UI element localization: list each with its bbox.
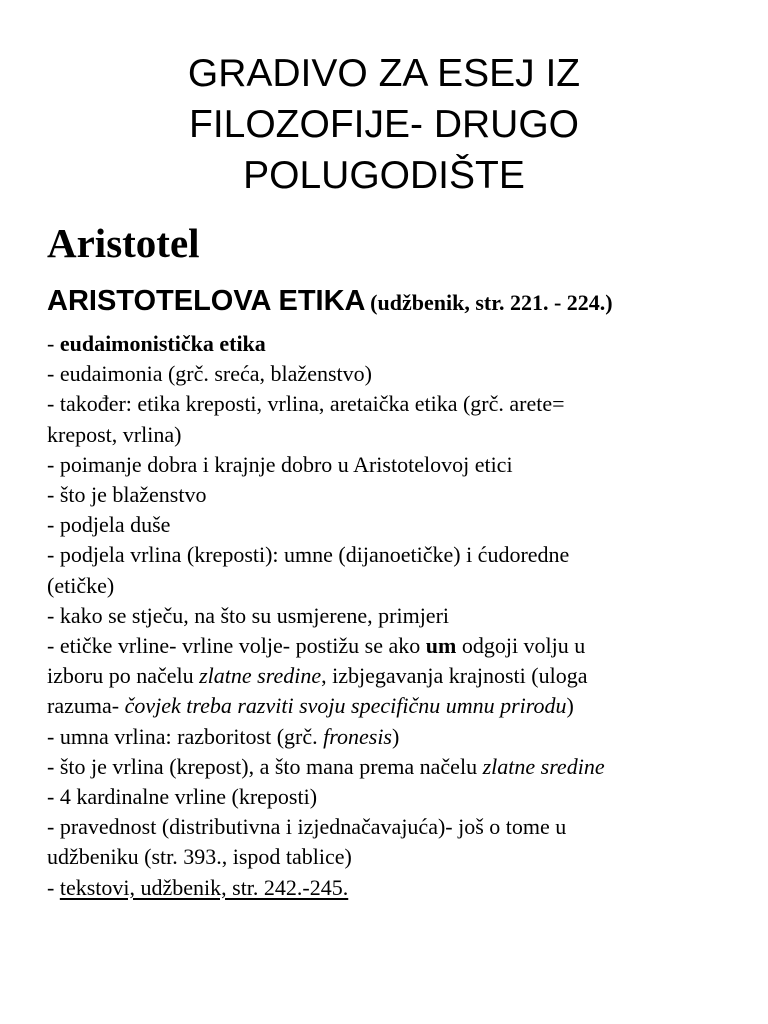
list-item [47, 812, 747, 872]
section-reference: (udžbenik, str. 221. - 224.) [370, 290, 613, 315]
list-item [47, 389, 747, 449]
bullet-line-1: - pravednost (distributivna i izjednačavajuća)- još o tome u [47, 814, 567, 840]
bullet-text: ) [392, 723, 400, 749]
list-item: - podjela duše [47, 512, 171, 538]
list-item [47, 329, 747, 359]
bullet-text-italic: zlatne sredine [482, 753, 605, 779]
bullet-text: izboru po načelu [47, 663, 200, 689]
list-item [47, 722, 747, 752]
bullet-text: , izbjegavanja krajnosti (uloga [321, 663, 588, 689]
list-item: - kako se stječu, na što su usmjerene, primjeri [47, 602, 450, 628]
topic-list [47, 329, 747, 903]
list-item: - što je blaženstvo [47, 482, 207, 508]
list-item [47, 540, 747, 600]
title-line-2: FILOZOFIJE- DRUGO [189, 103, 579, 146]
author-heading: Aristotel [47, 220, 200, 266]
list-item [47, 752, 747, 782]
bullet-dash: - [47, 874, 60, 900]
bullet-line-2: (etičke) [47, 572, 115, 598]
bullet-text-bold: um [425, 633, 457, 659]
bullet-text: odgoji volju u [456, 633, 586, 659]
textbook-link[interactable]: tekstovi, udžbenik, str. 242.-245. [59, 874, 349, 900]
bullet-line-1 [47, 631, 747, 661]
bullet-line-2 [47, 661, 747, 691]
bullet-line-3 [47, 691, 747, 721]
bullet-text-italic: fronesis [323, 723, 392, 749]
title-line-1: GRADIVO ZA ESEJ IZ [187, 52, 581, 95]
list-item [47, 631, 747, 722]
section-heading [47, 281, 613, 325]
bullet-text: - etičke vrline- vrline volje- postižu se ako [47, 633, 426, 659]
list-item: - poimanje dobra i krajnje dobro u Aristotelovoj etici [47, 451, 513, 477]
list-item [47, 873, 747, 903]
bullet-text-italic: čovjek treba razviti svoju specifičnu umnu prirodu [124, 693, 567, 719]
bullet-text: razuma- [47, 693, 125, 719]
bullet-line-2: udžbeniku (str. 393., ispod tablice) [47, 844, 352, 870]
bullet-text-italic: zlatne sredine [199, 663, 322, 689]
bullet-text: ) [566, 693, 574, 719]
bullet-line-1: - podjela vrlina (kreposti): umne (dijanoetičke) i ćudoredne [47, 542, 570, 568]
bullet-dash: - [47, 331, 60, 356]
section-title: ARISTOTELOVA ETIKA [47, 285, 366, 317]
list-item: - 4 kardinalne vrline (kreposti) [47, 784, 318, 810]
title-line-3: POLUGODIŠTE [243, 154, 525, 197]
bullet-text-bold: eudaimonistička etika [59, 331, 266, 356]
document-title [0, 48, 768, 201]
bullet-line-1: - također: etika kreposti, vrlina, aretaička etika (grč. arete= [47, 391, 565, 417]
bullet-text: - umna vrlina: razboritost (grč. [47, 723, 324, 749]
bullet-text: - što je vrlina (krepost), a što mana prema načelu [47, 753, 483, 779]
bullet-line-2: krepost, vrlina) [47, 421, 182, 447]
list-item: - eudaimonia (grč. sreća, blaženstvo) [47, 361, 372, 387]
